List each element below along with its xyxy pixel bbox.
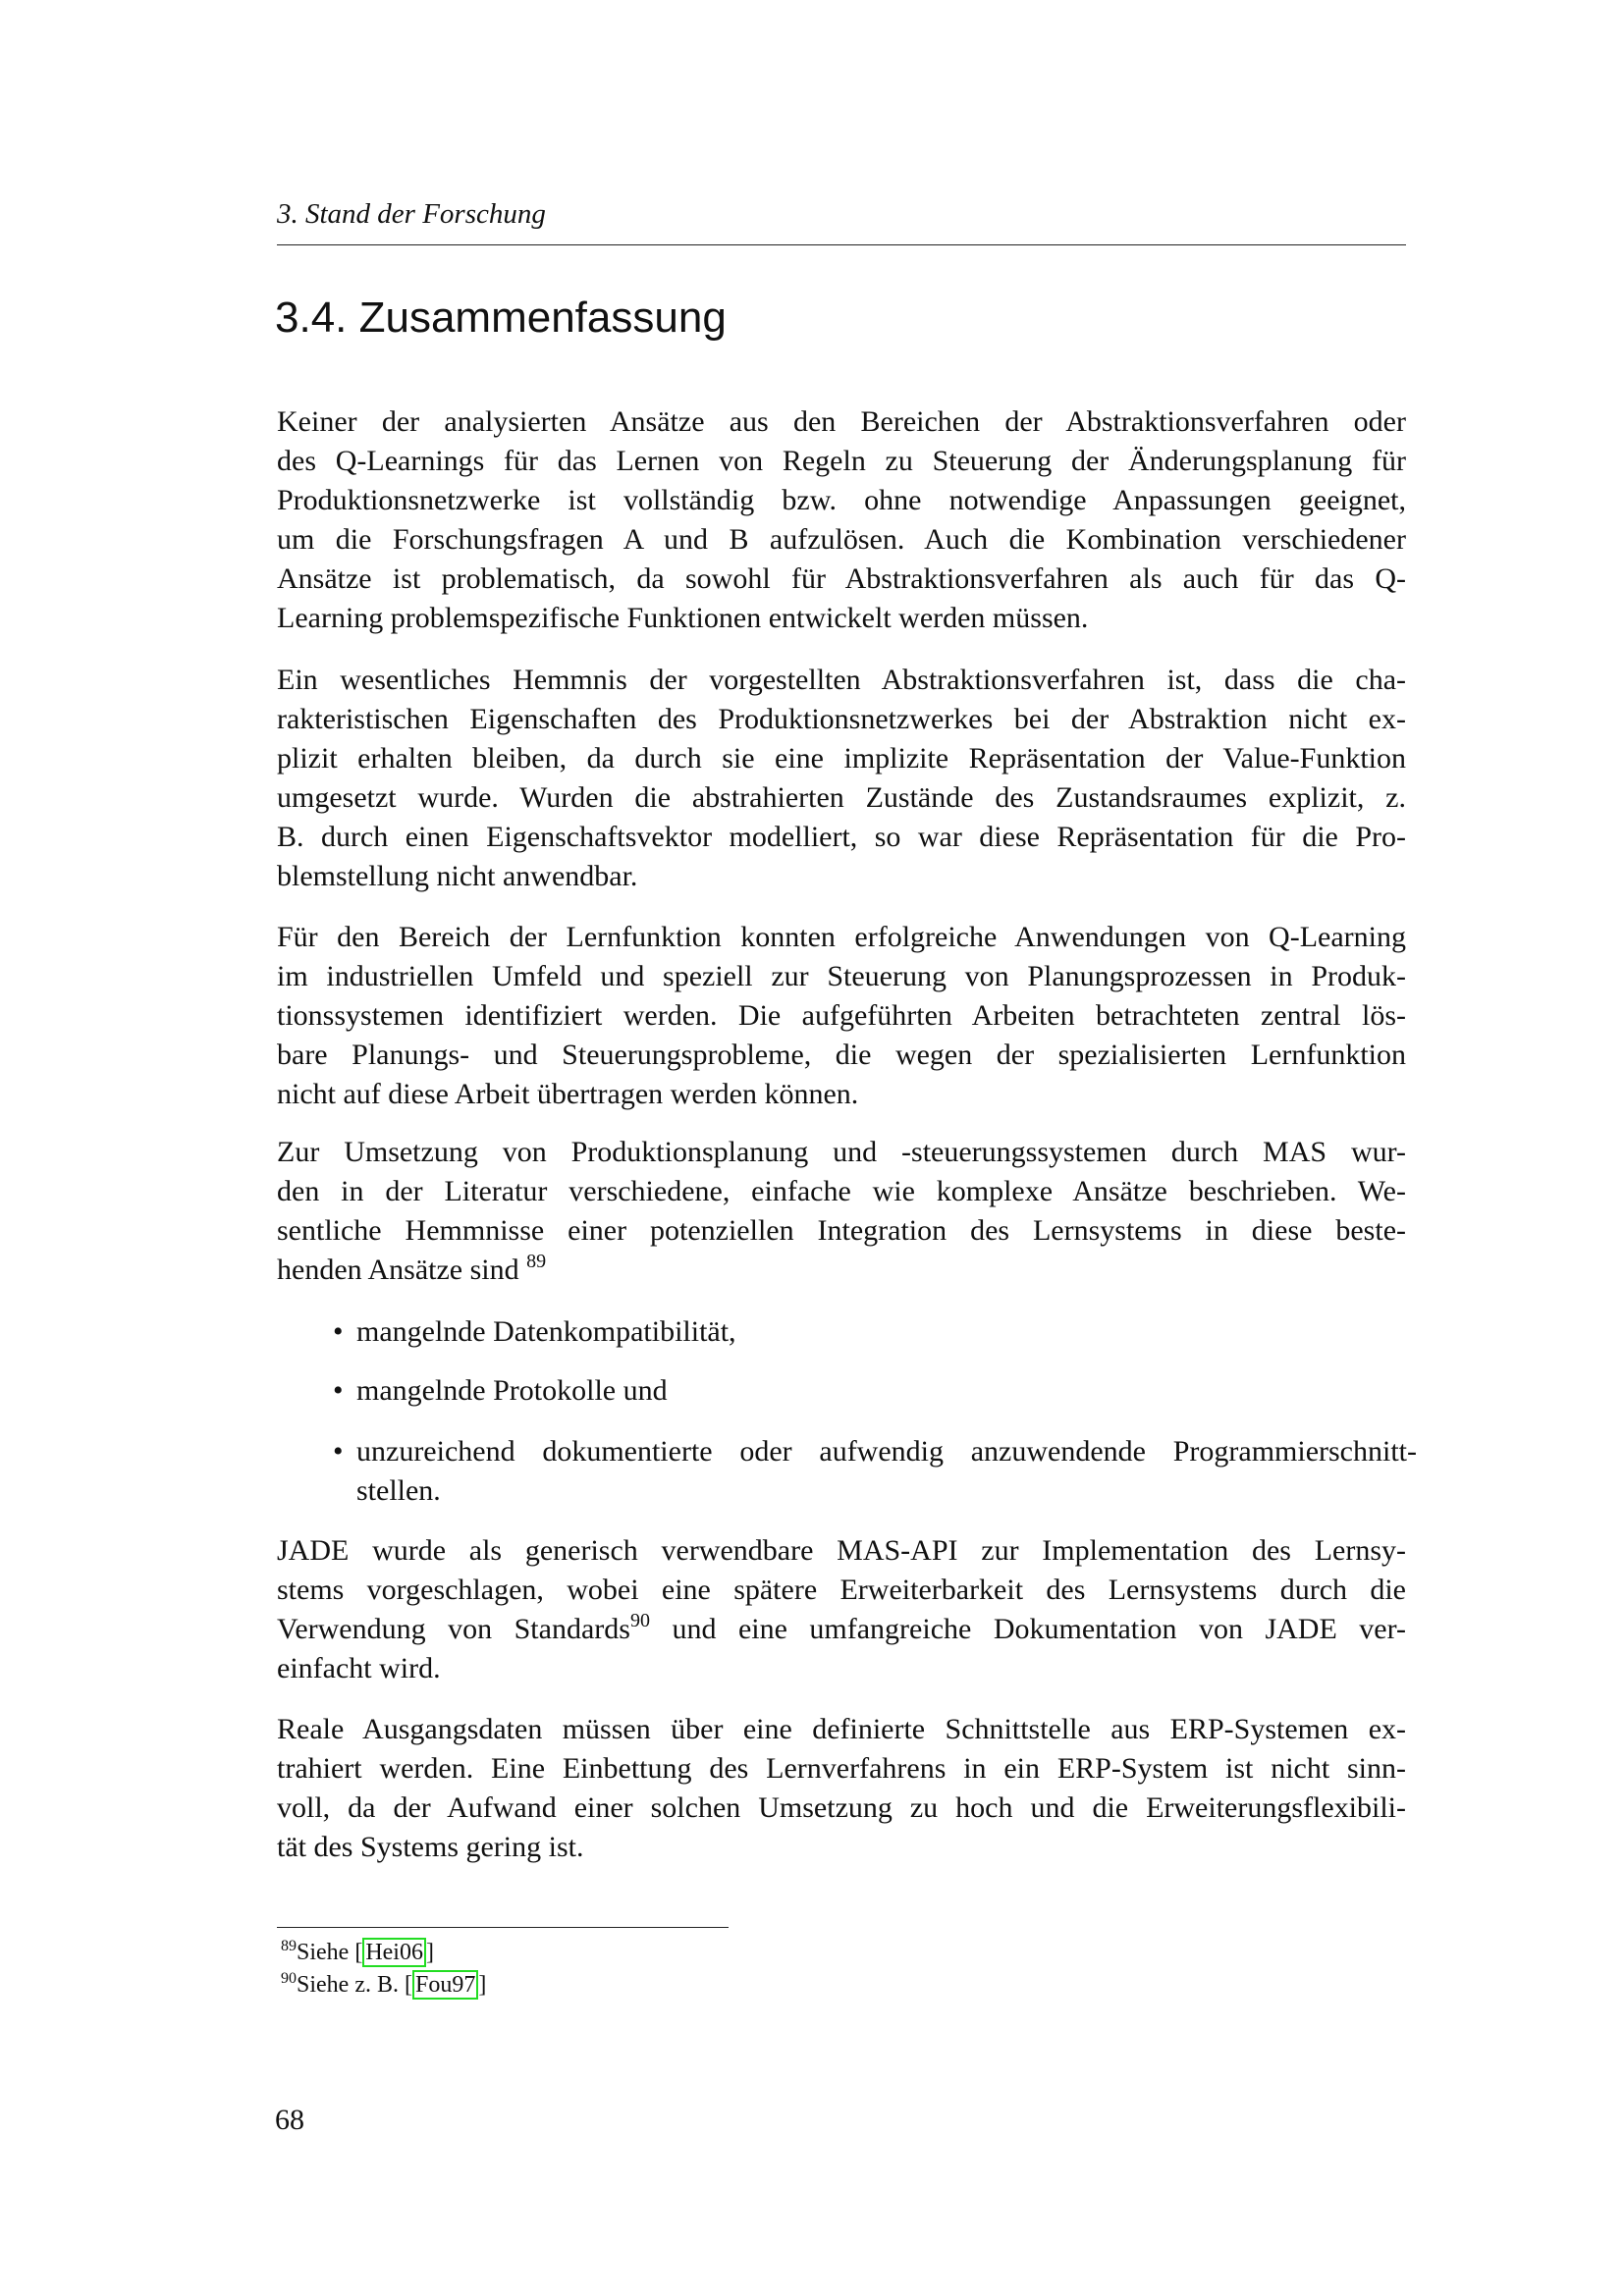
text-line: tät des Systems gering ist. <box>277 1831 584 1863</box>
paragraph <box>277 918 1406 1114</box>
header-rule <box>277 244 1406 245</box>
text-line: Für den Bereich der Lernfunktion konnten erfolgreiche Anwendungen von Q-Learning <box>277 921 1406 953</box>
bullet-item <box>333 1371 1417 1411</box>
text-line: tionssystemen identifiziert werden. Die aufgeführten Arbeiten betrachteten zentral lös- <box>277 999 1406 1032</box>
text-line: unzureichend dokumentierte oder aufwendig anzuwendende Programmierschnitt- <box>356 1435 1417 1468</box>
footnote-number: 89 <box>281 1938 297 1954</box>
footnote-text: Siehe z. B. [ <box>297 1972 412 1998</box>
text-line: Reale Ausgangsdaten müssen über eine definierte Schnittstelle aus ERP-Systemen ex- <box>277 1713 1406 1745</box>
text-line: Verwendung von Standards$^{90}$ und eine umfangreiche Dokumentation von JADE ver- <box>277 1610 1406 1645</box>
text-line: Produktionsnetzwerke ist vollständig bzw. ohne notwendige Anpassungen geeignet, <box>277 484 1406 516</box>
bullet-icon: • <box>333 1374 344 1407</box>
paragraph <box>277 402 1406 638</box>
text-line: bare Planungs- und Steuerungsprobleme, die wegen der spezialisierten Lernfunktion <box>277 1039 1406 1071</box>
text-line: Learning problemspezifische Funktionen entwickelt werden müssen. <box>277 602 1089 634</box>
running-header: 3. Stand der Forschung <box>277 198 546 230</box>
bullet-item <box>333 1312 1417 1352</box>
text-line: Keiner der analysierten Ansätze aus den Bereichen der Abstraktionsverfahren oder <box>277 405 1406 438</box>
footnote-rule <box>277 1927 729 1928</box>
bullet-icon: • <box>333 1435 344 1468</box>
footnote-text: Siehe [ <box>297 1940 363 1965</box>
bullet-item <box>333 1432 1417 1511</box>
paragraph <box>277 1531 1406 1688</box>
text-line: plizit erhalten bleiben, da durch sie eine implizite Repräsentation der Value-Funktion <box>277 742 1406 774</box>
text-line: rakteristischen Eigenschaften des Produktionsnetzwerkes bei der Abstraktion nicht ex- <box>277 703 1406 735</box>
text-line: im industriellen Umfeld und speziell zur Steuerung von Planungsprozessen in Produk- <box>277 960 1406 992</box>
text-line: Ansätze ist problematisch, da sowohl für Abstraktionsverfahren als auch für das Q- <box>277 562 1406 595</box>
text-line: mangelnde Datenkompatibilität, <box>356 1315 736 1348</box>
paragraph <box>277 661 1406 896</box>
text-line: sentliche Hemmnisse einer potenziellen Integration des Lernsystems in diese beste- <box>277 1214 1406 1247</box>
footnote-89 <box>281 1938 434 1967</box>
text-line: henden Ansätze sind $^{89}$ <box>277 1251 547 1286</box>
text-line: um die Forschungsfragen A und B aufzulösen. Auch die Kombination verschiedener <box>277 523 1406 556</box>
section-title: 3.4. Zusammenfassung <box>275 294 727 342</box>
text-line: Zur Umsetzung von Produktionsplanung und -steuerungssystemen durch MAS wur- <box>277 1136 1406 1168</box>
text-line: blemstellung nicht anwendbar. <box>277 860 638 892</box>
footnote-ref[interactable]: 89 <box>526 1251 547 1272</box>
text-line: JADE wurde als generisch verwendbare MAS-API zur Implementation des Lernsy- <box>277 1534 1406 1567</box>
text-line: trahiert werden. Eine Einbettung des Lernverfahrens in ein ERP-System ist nicht sinn- <box>277 1752 1406 1785</box>
footnote-text-end: ] <box>425 1940 434 1965</box>
text-line: voll, da der Aufwand einer solchen Umsetzung zu hoch und die Erweiterungsflexibili- <box>277 1791 1406 1824</box>
paragraph <box>277 1133 1406 1290</box>
bullet-icon: • <box>333 1315 344 1348</box>
text-line: einfacht wird. <box>277 1652 441 1684</box>
page-number: 68 <box>275 2104 304 2136</box>
footnote-90 <box>281 1970 486 2000</box>
text-line: des Q-Learnings für das Lernen von Regeln zu Steuerung der Änderungsplanung für <box>277 445 1406 477</box>
footnote-text-end: ] <box>478 1972 487 1998</box>
citation-link[interactable]: Fou97 <box>412 1970 478 2000</box>
text-line: mangelnde Protokolle und <box>356 1374 668 1407</box>
footnote-number: 90 <box>281 1970 297 1987</box>
text-line: stellen. <box>356 1474 441 1507</box>
text-line: Ein wesentliches Hemmnis der vorgestellten Abstraktionsverfahren ist, dass die cha- <box>277 664 1406 696</box>
text-line: den in der Literatur verschiedene, einfache wie komplexe Ansätze beschrieben. We- <box>277 1175 1406 1207</box>
paragraph <box>277 1710 1406 1867</box>
footnote-ref[interactable]: 90 <box>629 1610 650 1631</box>
text-line: nicht auf diese Arbeit übertragen werden können. <box>277 1078 859 1110</box>
text-line: stems vorgeschlagen, wobei eine spätere Erweiterbarkeit des Lernsystems durch die <box>277 1574 1406 1606</box>
citation-link[interactable]: Hei06 <box>362 1938 426 1967</box>
text-line: umgesetzt wurde. Wurden die abstrahierten Zustände des Zustandsraumes explizit, z. <box>277 781 1406 814</box>
text-line: B. durch einen Eigenschaftsvektor modelliert, so war diese Repräsentation für die Pro- <box>277 821 1406 853</box>
